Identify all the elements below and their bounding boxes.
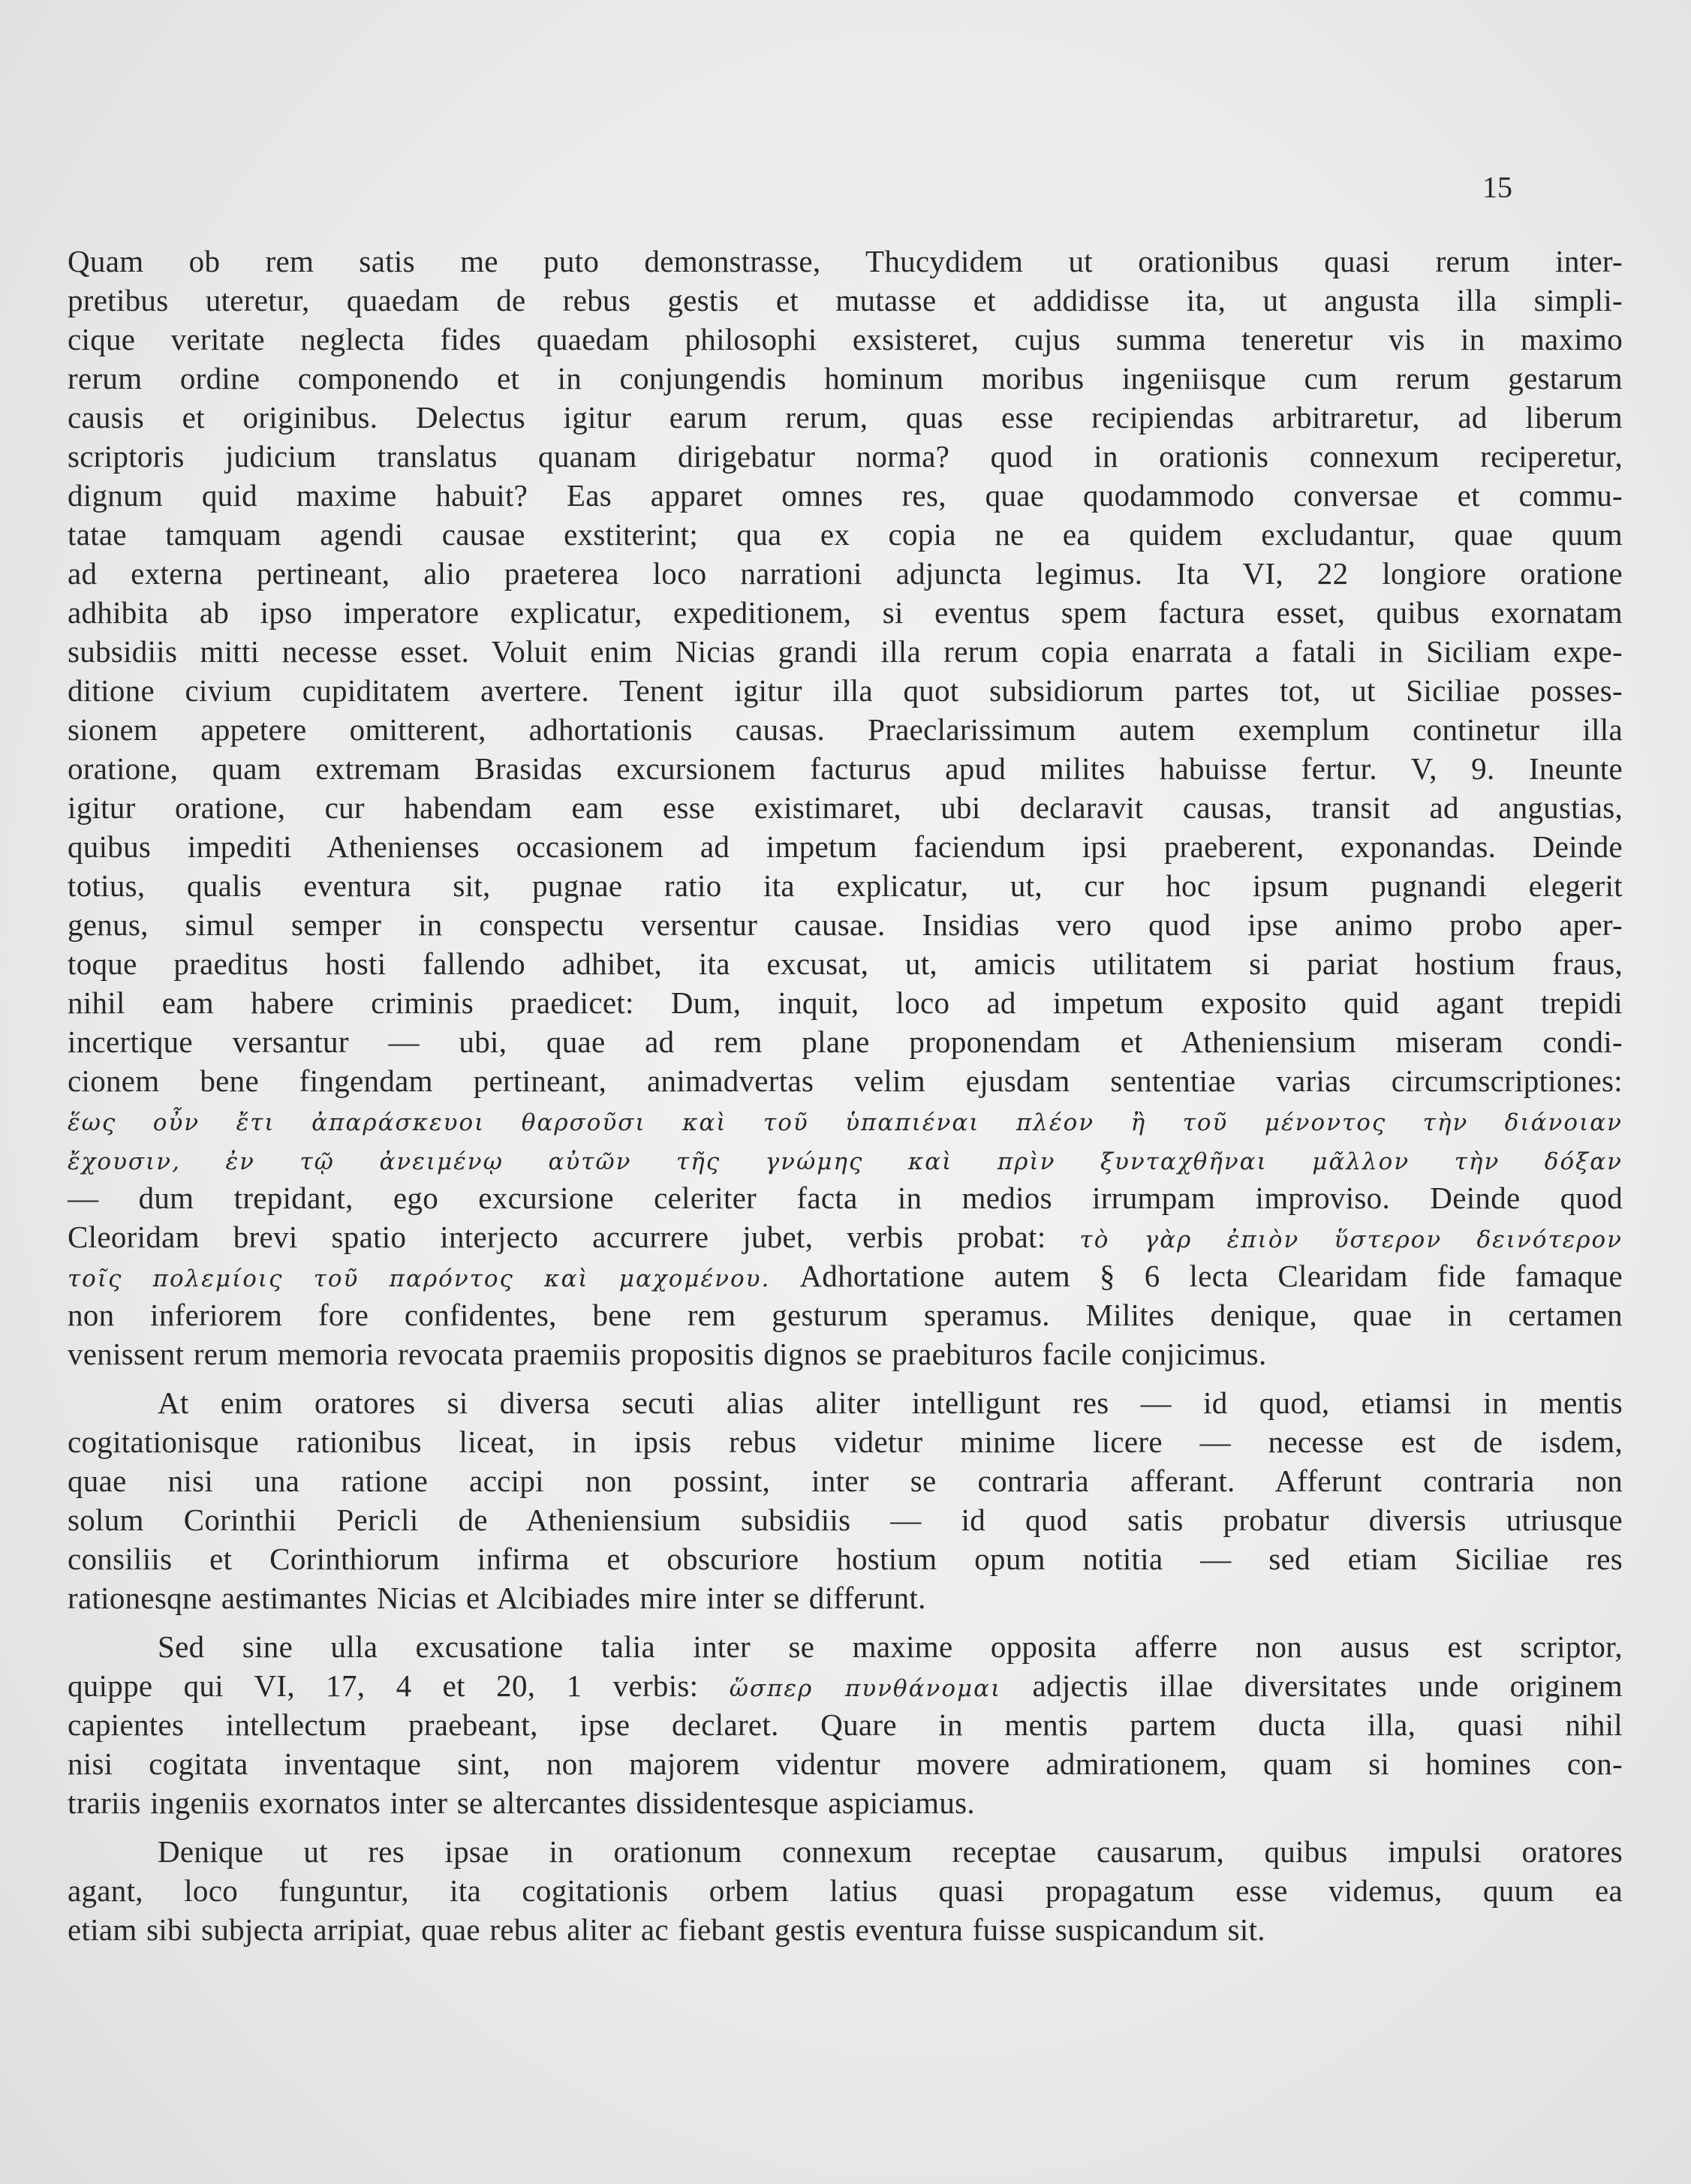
latin-text: incertique versantur — ubi, quae ad rem plane proponendam et Atheniensium miseram condi-	[68, 1024, 1623, 1059]
text-line	[68, 1422, 1623, 1461]
text-line	[68, 1383, 1623, 1422]
text-line	[68, 1578, 1623, 1617]
text-line	[68, 1178, 1623, 1217]
body-text	[68, 242, 1623, 1949]
text-line	[68, 1832, 1623, 1871]
text-line	[68, 944, 1623, 983]
greek-quotation: ἕως οὖν ἔτι ἀπαράσκευοι θαρσοῦσι καὶ τοῦ ὑπαπιέναι πλέον ἢ τοῦ μένοντος τὴν διάνοιαν	[68, 1109, 1623, 1136]
latin-text: cogitationisque rationibus liceat, in ipsis rebus videtur minime licere — necesse est de isdem,	[68, 1424, 1623, 1459]
latin-text: totius, qualis eventura sit, pugnae ratio ita explicatur, ut, cur hoc ipsum pugnandi elegerit	[68, 868, 1623, 903]
text-line	[68, 905, 1623, 944]
text-line	[68, 827, 1623, 866]
text-line	[68, 788, 1623, 827]
text-line	[68, 1256, 1623, 1295]
latin-text: nihil eam habere criminis praedicet: Dum, inquit, loco ad impetum exposito quid agant trepidi	[68, 985, 1623, 1020]
greek-quotation: τὸ γὰρ ἐπιὸν ὕστερον δεινότερον	[1079, 1226, 1623, 1253]
text-line	[68, 1295, 1623, 1334]
text-line	[68, 593, 1623, 632]
text-line	[68, 1061, 1623, 1100]
text-line	[68, 437, 1623, 476]
latin-text: quippe qui VI, 17, 4 et 20, 1 verbis:	[68, 1668, 730, 1703]
text-line	[68, 632, 1623, 671]
text-line	[68, 1783, 1623, 1822]
greek-quotation: ὥσπερ πυνθάνομαι	[729, 1675, 1002, 1702]
latin-text: quae nisi una ratione accipi non possint, inter se contraria afferant. Afferunt contraria non	[68, 1464, 1623, 1498]
text-line	[68, 1334, 1623, 1373]
latin-text: venissent rerum memoria revocata praemiis propositis dignos se praebituros facile conjicimus.	[68, 1337, 1267, 1371]
latin-text: genus, simul semper in conspectu versentur causae. Insidias vero quod ipse animo probo aper-	[68, 907, 1623, 942]
latin-text: subsidiis mitti necesse esset. Voluit enim Nicias grandi illa rerum copia enarrata a fatali in Siciliam expe-	[68, 634, 1623, 669]
latin-text: adjectis illae diversitates unde originem	[1001, 1668, 1623, 1703]
paragraph	[68, 1832, 1623, 1949]
text-line	[68, 671, 1623, 710]
text-line	[68, 710, 1623, 749]
latin-text: causis et originibus. Delectus igitur earum rerum, quas esse recipiendas arbitraretur, ad liberum	[68, 400, 1623, 435]
latin-text: sionem appetere omitterent, adhortationis causas. Praeclarissimum autem exemplum continetur illa	[68, 712, 1623, 747]
text-line	[68, 1744, 1623, 1783]
text-line	[68, 1217, 1623, 1256]
text-line	[68, 1500, 1623, 1539]
latin-text: At enim oratores si diversa secuti alias aliter intelligunt res — id quod, etiamsi in mentis	[158, 1385, 1623, 1420]
latin-text: scriptoris judicium translatus quanam dirigebatur norma? quod in orationis connexum reciperetur,	[68, 439, 1623, 474]
latin-text: Sed sine ulla excusatione talia inter se maxime opposita afferre non ausus est scriptor,	[158, 1629, 1623, 1664]
latin-text: rationesqne aestimantes Nicias et Alcibiades mire inter se differunt.	[68, 1581, 926, 1615]
latin-text: solum Corinthii Pericli de Atheniensium subsidiis — id quod satis probatur diversis utriusque	[68, 1503, 1623, 1537]
greek-quotation: τοῖς πολεμίοις τοῦ παρόντος καὶ μαχομένου.	[68, 1265, 771, 1292]
latin-text: Cleoridam brevi spatio interjecto accurrere jubet, verbis probat:	[68, 1220, 1080, 1254]
text-line	[68, 515, 1623, 554]
latin-text: ditione civium cupiditatem avertere. Tenent igitur illa quot subsidiorum partes tot, ut Siciliae posses-	[68, 673, 1623, 708]
text-line	[68, 866, 1623, 905]
latin-text: consiliis et Corinthiorum infirma et obscuriore hostium opum notitia — sed etiam Siciliae res	[68, 1542, 1623, 1576]
latin-text: Quam ob rem satis me puto demonstrasse, Thucydidem ut orationibus quasi rerum inter-	[68, 244, 1623, 278]
text-line	[68, 320, 1623, 359]
text-line	[68, 1910, 1623, 1949]
text-line	[68, 554, 1623, 593]
text-line	[68, 1139, 1623, 1178]
paragraph	[68, 1627, 1623, 1822]
text-line	[68, 1539, 1623, 1578]
greek-quotation: ἔχουσιν, ἐν τῷ ἀνειμένῳ αὐτῶν τῆς γνώμης καὶ πρὶν ξυνταχθῆναι μᾶλλον τὴν δόξαν	[68, 1148, 1623, 1175]
text-line	[68, 281, 1623, 320]
text-line	[68, 1871, 1623, 1910]
latin-text: trariis ingeniis exornatos inter se altercantes dissidentesque aspiciamus.	[68, 1785, 975, 1820]
latin-text: nisi cogitata inventaque sint, non majorem videntur movere admirationem, quam si homines con-	[68, 1746, 1623, 1781]
text-line	[68, 749, 1623, 788]
latin-text: cionem bene fingendam pertineant, animadvertas velim ejusdam sententiae varias circumscriptiones:	[68, 1063, 1623, 1098]
latin-text: quibus impediti Athenienses occasionem ad impetum faciendum ipsi praeberent, exponandas. Deinde	[68, 829, 1623, 864]
latin-text: Denique ut res ipsae in orationum connexum receptae causarum, quibus impulsi oratores	[158, 1834, 1623, 1869]
latin-text: adhibita ab ipso imperatore explicatur, expeditionem, si eventus spem factura esset, quibus exornatam	[68, 595, 1623, 630]
text-line	[68, 242, 1623, 281]
latin-text: capientes intellectum praebeant, ipse declaret. Quare in mentis partem ducta illa, quasi nihil	[68, 1707, 1623, 1742]
latin-text: pretibus uteretur, quaedam de rebus gestis et mutasse et addidisse ita, ut angusta illa simpli-	[68, 283, 1623, 317]
latin-text: dignum quid maxime habuit? Eas apparet omnes res, quae quodammodo conversae et commu-	[68, 478, 1623, 513]
paragraph	[68, 1383, 1623, 1617]
latin-text: agant, loco funguntur, ita cogitationis orbem latius quasi propagatum esse videmus, quum ea	[68, 1873, 1623, 1908]
text-line	[68, 476, 1623, 515]
text-line	[68, 1666, 1623, 1705]
text-line	[68, 1627, 1623, 1666]
paragraph	[68, 242, 1623, 1373]
latin-text: etiam sibi subjecta arripiat, quae rebus aliter ac fiebant gestis eventura fuisse suspicandum sit.	[68, 1912, 1265, 1947]
text-line	[68, 983, 1623, 1022]
text-line	[68, 1461, 1623, 1500]
text-line	[68, 1022, 1623, 1061]
latin-text: cique veritate neglecta fides quaedam philosophi exsisteret, cujus summa teneretur vis in maximo	[68, 322, 1623, 356]
latin-text: igitur oratione, cur habendam eam esse existimaret, ubi declaravit causas, transit ad angustias,	[68, 790, 1623, 825]
text-line	[68, 1705, 1623, 1744]
latin-text: Adhortatione autem § 6 lecta Clearidam fide famaque	[770, 1259, 1623, 1293]
page-number: 15	[1482, 170, 1512, 204]
text-line	[68, 359, 1623, 398]
latin-text: toque praeditus hosti fallendo adhibet, ita excusat, ut, amicis utilitatem si pariat hostium fraus,	[68, 946, 1623, 981]
text-line	[68, 398, 1623, 437]
text-line	[68, 1100, 1623, 1139]
latin-text: ad externa pertineant, alio praeterea loco narrationi adjuncta legimus. Ita VI, 22 longiore oratione	[68, 556, 1623, 591]
latin-text: tatae tamquam agendi causae exstiterint; qua ex copia ne ea quidem excludantur, quae quum	[68, 517, 1623, 552]
latin-text: — dum trepidant, ego excursione celeriter facta in medios irrumpam improviso. Deinde quod	[68, 1181, 1623, 1215]
latin-text: non inferiorem fore confidentes, bene rem gesturum speramus. Milites denique, quae in certamen	[68, 1298, 1623, 1332]
latin-text: oratione, quam extremam Brasidas excursionem facturus apud milites habuisse fertur. V, 9. Ineunte	[68, 751, 1623, 786]
latin-text: rerum ordine componendo et in conjungendis hominum moribus ingeniisque cum rerum gestarum	[68, 361, 1623, 396]
